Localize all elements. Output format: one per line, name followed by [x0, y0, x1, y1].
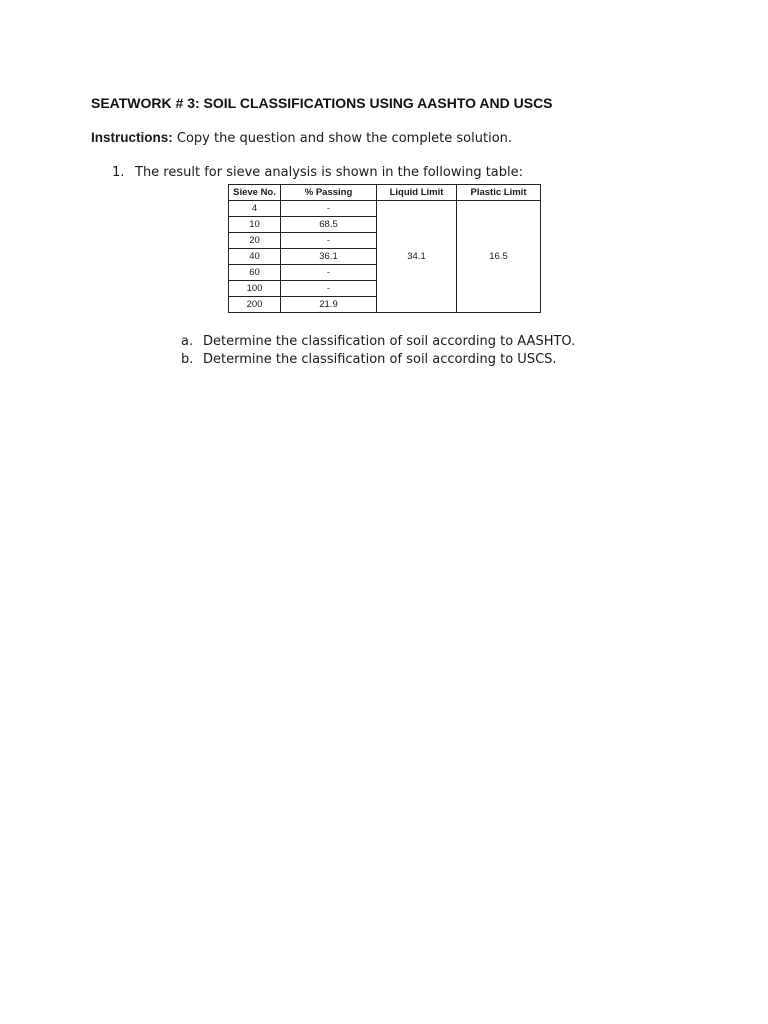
sub-question-text: Determine the classification of soil according to AASHTO. — [203, 334, 576, 349]
passing-cell: 68.5 — [281, 217, 377, 233]
sieve-analysis-table — [228, 184, 541, 313]
header-liquid-limit: Liquid Limit — [377, 185, 457, 201]
instructions-line — [91, 130, 512, 146]
sub-question-letter: b. — [181, 352, 194, 367]
table-header-row — [229, 185, 541, 201]
sieve-cell: 60 — [229, 265, 281, 281]
sub-question-text: Determine the classification of soil according to USCS. — [203, 352, 557, 367]
liquid-limit-cell: 34.1 — [377, 201, 457, 313]
passing-cell: 21.9 — [281, 297, 377, 313]
sub-question-a — [181, 334, 575, 349]
passing-cell: - — [281, 201, 377, 217]
passing-cell: 36.1 — [281, 249, 377, 265]
header-percent-passing: % Passing — [281, 185, 377, 201]
sub-question-letter: a. — [181, 334, 194, 349]
passing-cell: - — [281, 281, 377, 297]
instructions-text: Copy the question and show the complete solution. — [172, 131, 513, 146]
question-text: The result for sieve analysis is shown in the following table: — [135, 165, 524, 180]
page-title: SEATWORK # 3: SOIL CLASSIFICATIONS USING AASHTO AND USCS — [91, 95, 553, 111]
table-row — [229, 201, 541, 217]
question-1 — [112, 165, 523, 180]
sieve-cell: 200 — [229, 297, 281, 313]
instructions-label: Instructions: — [91, 130, 173, 145]
passing-cell: - — [281, 233, 377, 249]
sub-question-b — [181, 352, 557, 367]
header-plastic-limit: Plastic Limit — [457, 185, 541, 201]
sieve-cell: 100 — [229, 281, 281, 297]
plastic-limit-cell: 16.5 — [457, 201, 541, 313]
sieve-cell: 10 — [229, 217, 281, 233]
header-sieve-no: Sieve No. — [229, 185, 281, 201]
sieve-cell: 4 — [229, 201, 281, 217]
sieve-cell: 40 — [229, 249, 281, 265]
passing-cell: - — [281, 265, 377, 281]
question-number: 1. — [112, 165, 125, 180]
sieve-cell: 20 — [229, 233, 281, 249]
